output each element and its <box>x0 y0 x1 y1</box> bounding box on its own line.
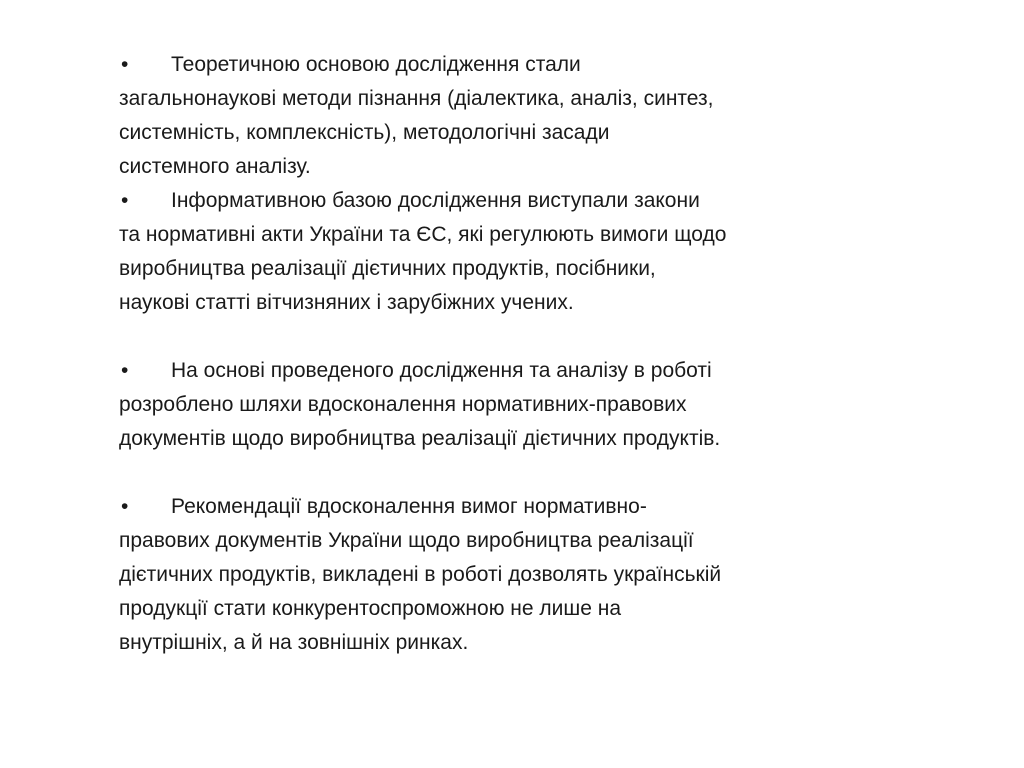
text-line: правових документів України щодо виробництва реалізації <box>119 529 694 552</box>
text-line: виробництва реалізації дієтичних продуктів, посібники, <box>119 257 656 280</box>
text-line: дієтичних продуктів, викладені в роботі дозволять українській <box>119 563 722 586</box>
paragraph-spacer <box>119 320 879 354</box>
bullet-paragraph-1 <box>119 48 879 184</box>
bullet-marker: • <box>121 53 129 76</box>
bullet-paragraph-2 <box>119 184 879 320</box>
bullet-text: Рекомендації вдосконалення вимог нормативно- <box>171 495 647 518</box>
bullet-line <box>119 184 879 218</box>
text-line: продукції стати конкурентоспроможною не лише на <box>119 597 622 620</box>
text-line: розроблено шляхи вдосконалення нормативних-правових <box>119 393 687 416</box>
bullet-text: Інформативною базою дослідження виступали закони <box>171 189 700 212</box>
bullet-paragraph-3 <box>119 354 879 456</box>
bullet-paragraph-4 <box>119 490 879 660</box>
text-line: та нормативні акти України та ЄС, які регулюють вимоги щодо <box>119 223 727 246</box>
bullet-marker: • <box>121 495 129 518</box>
text-line: системного аналізу. <box>119 155 311 178</box>
text-line: документів щодо виробництва реалізації дієтичних продуктів. <box>119 427 721 450</box>
bullet-text: На основі проведеного дослідження та аналізу в роботі <box>171 359 712 382</box>
text-line: внутрішніх, а й на зовнішніх ринках. <box>119 631 469 654</box>
paragraph-spacer <box>119 456 879 490</box>
bullet-line <box>119 48 879 82</box>
bullet-line <box>119 490 879 524</box>
text-line: загальнонаукові методи пізнання (діалектика, аналіз, синтез, <box>119 87 714 110</box>
slide-text-body <box>119 48 879 660</box>
text-line: наукові статті вітчизняних і зарубіжних учених. <box>119 291 574 314</box>
bullet-text: Теоретичною основою дослідження стали <box>171 53 581 76</box>
bullet-marker: • <box>121 189 129 212</box>
bullet-marker: • <box>121 359 129 382</box>
text-line: системність, комплексність), методологічні засади <box>119 121 610 144</box>
bullet-line <box>119 354 879 388</box>
